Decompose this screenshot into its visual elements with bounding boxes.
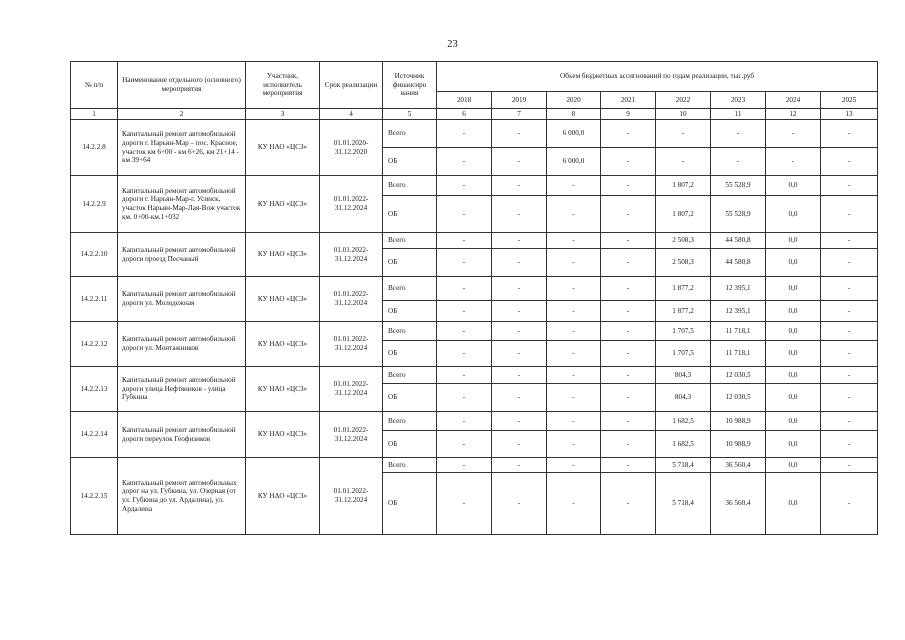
row-number: 14.2.2.15 (71, 458, 118, 535)
year-value: - (821, 196, 878, 233)
funding-source: ОБ (383, 431, 437, 458)
year-value: - (821, 148, 878, 176)
year-value: 804,3 (656, 384, 711, 412)
year-value: 36 560,4 (711, 458, 766, 473)
year-value: 2 508,3 (656, 233, 711, 249)
event-name: Капитальный ремонт автомобильной дороги г. Нарьян-Мар-г. Усинск, участок Нарьян-Мар-Лая-Вож участок км. 0+00-км.1+032 (118, 176, 246, 233)
year-value: - (711, 120, 766, 148)
year-value: - (547, 431, 601, 458)
year-value: - (492, 176, 547, 196)
year-value: - (437, 249, 492, 277)
year-value: 5 718,4 (656, 458, 711, 473)
year-value: - (601, 431, 656, 458)
funding-source: Всего (383, 233, 437, 249)
header-year: 2021 (601, 92, 656, 109)
row-number: 14.2.2.9 (71, 176, 118, 233)
year-value: - (601, 148, 656, 176)
header-year: 2019 (492, 92, 547, 109)
year-value: - (492, 120, 547, 148)
participant: КУ НАО «ЦСЗ» (246, 120, 320, 176)
year-value: - (547, 301, 601, 322)
year-value: - (547, 412, 601, 431)
year-value: - (492, 277, 547, 301)
year-value: - (437, 473, 492, 535)
year-value: - (492, 412, 547, 431)
year-value: - (601, 458, 656, 473)
funding-source: ОБ (383, 384, 437, 412)
year-value: 0,0 (766, 277, 821, 301)
term: 01.01.2022-31.12.2024 (320, 367, 383, 412)
year-value: 1 807,2 (656, 196, 711, 233)
year-value: - (437, 431, 492, 458)
year-value: 6 000,0 (547, 148, 601, 176)
header-budget: Объем бюджетных ассигнований по годам реализации, тыс.руб (437, 62, 878, 92)
header-year: 2025 (821, 92, 878, 109)
year-value: - (711, 148, 766, 176)
year-value: - (601, 473, 656, 535)
year-value: - (601, 196, 656, 233)
year-value: - (656, 120, 711, 148)
column-number: 2 (118, 109, 246, 120)
year-value: - (821, 176, 878, 196)
year-value: 6 000,0 (547, 120, 601, 148)
year-value: - (821, 473, 878, 535)
year-value: 1 877,2 (656, 277, 711, 301)
year-value: - (547, 367, 601, 384)
year-value: - (821, 249, 878, 277)
year-value: - (821, 367, 878, 384)
event-name: Капитальный ремонт автомобильной дороги проезд Песчаный (118, 233, 246, 277)
year-value: - (437, 196, 492, 233)
participant: КУ НАО «ЦСЗ» (246, 322, 320, 367)
header-year: 2018 (437, 92, 492, 109)
participant: КУ НАО «ЦСЗ» (246, 458, 320, 535)
funding-source: Всего (383, 458, 437, 473)
row-number: 14.2.2.14 (71, 412, 118, 458)
column-number: 4 (320, 109, 383, 120)
year-value: - (547, 473, 601, 535)
year-value: 44 580,8 (711, 249, 766, 277)
year-value: - (766, 120, 821, 148)
year-value: - (547, 322, 601, 341)
year-value: - (547, 233, 601, 249)
year-value: - (437, 120, 492, 148)
year-value: 0,0 (766, 176, 821, 196)
funding-source: ОБ (383, 301, 437, 322)
year-value: - (821, 458, 878, 473)
year-value: 1 707,5 (656, 341, 711, 367)
year-value: - (492, 431, 547, 458)
header-participant: Участник, исполнитель мероприятия (246, 62, 320, 109)
event-name: Капитальный ремонт автомобильной дороги улица Нефтяников - улица Губкина (118, 367, 246, 412)
event-name: Капитальный ремонт автомобильных дорог на ул. Губкина, ул. Озерная (от ул. Губкина до ул. Ардалина), ул. Ардалина (118, 458, 246, 535)
column-number: 7 (492, 109, 547, 120)
year-value: - (547, 176, 601, 196)
term: 01.01.2020-31.12.2020 (320, 120, 383, 176)
row-number: 14.2.2.12 (71, 322, 118, 367)
year-value: - (437, 458, 492, 473)
year-value: - (437, 322, 492, 341)
year-value: - (821, 384, 878, 412)
table-row (71, 120, 878, 148)
year-value: - (547, 196, 601, 233)
year-value: 11 718,1 (711, 341, 766, 367)
year-value: 0,0 (766, 196, 821, 233)
header-year: 2024 (766, 92, 821, 109)
year-value: - (821, 301, 878, 322)
year-value: 1 707,5 (656, 322, 711, 341)
participant: КУ НАО «ЦСЗ» (246, 277, 320, 322)
year-value: 0,0 (766, 431, 821, 458)
year-value: 2 508,3 (656, 249, 711, 277)
header-num: № п/п (71, 62, 118, 109)
year-value: - (547, 341, 601, 367)
year-value: - (437, 233, 492, 249)
header-source: Источник финансиро вания (383, 62, 437, 109)
year-value: - (492, 384, 547, 412)
year-value: 12 030,5 (711, 367, 766, 384)
column-number: 9 (601, 109, 656, 120)
column-number: 12 (766, 109, 821, 120)
year-value: - (437, 301, 492, 322)
row-number: 14.2.2.11 (71, 277, 118, 322)
header-year: 2023 (711, 92, 766, 109)
year-value: 12 030,5 (711, 384, 766, 412)
column-number: 8 (547, 109, 601, 120)
header-year: 2020 (547, 92, 601, 109)
budget-table (70, 61, 878, 535)
funding-source: ОБ (383, 473, 437, 535)
year-value: - (821, 277, 878, 301)
row-number: 14.2.2.13 (71, 367, 118, 412)
funding-source: Всего (383, 322, 437, 341)
column-number: 5 (383, 109, 437, 120)
funding-source: Всего (383, 277, 437, 301)
year-value: - (821, 233, 878, 249)
term: 01.01.2022-31.12.2024 (320, 233, 383, 277)
year-value: 0,0 (766, 367, 821, 384)
year-value: 0,0 (766, 412, 821, 431)
year-value: - (492, 249, 547, 277)
year-value: 0,0 (766, 233, 821, 249)
year-value: 0,0 (766, 473, 821, 535)
year-value: 36 560,4 (711, 473, 766, 535)
year-value: - (766, 148, 821, 176)
year-value: 44 580,8 (711, 233, 766, 249)
year-value: 12 395,1 (711, 277, 766, 301)
funding-source: ОБ (383, 148, 437, 176)
table-row (71, 367, 878, 384)
year-value: 11 718,1 (711, 322, 766, 341)
event-name: Капитальный ремонт автомобильной дороги ул. Молодежная (118, 277, 246, 322)
term: 01.01.2022-31.12.2024 (320, 176, 383, 233)
table-body (71, 120, 878, 535)
funding-source: ОБ (383, 196, 437, 233)
year-value: - (601, 367, 656, 384)
term: 01.01.2022-31.12.2024 (320, 322, 383, 367)
year-value: - (437, 384, 492, 412)
funding-source: Всего (383, 176, 437, 196)
column-number: 1 (71, 109, 118, 120)
table-row (71, 412, 878, 431)
participant: КУ НАО «ЦСЗ» (246, 412, 320, 458)
year-value: 55 528,9 (711, 176, 766, 196)
year-value: - (821, 341, 878, 367)
page-number: 23 (447, 39, 458, 50)
year-value: 0,0 (766, 341, 821, 367)
year-value: - (492, 322, 547, 341)
year-value: 12 395,1 (711, 301, 766, 322)
column-number: 6 (437, 109, 492, 120)
event-name: Капитальный ремонт автомобильной дороги г. Нарьян-Мар – пос. Красное, участок км 6+00 - км 6+26, км 21+14 - км 39+64 (118, 120, 246, 176)
event-name: Капитальный ремонт автомобильной дороги ул. Монтажников (118, 322, 246, 367)
year-value: - (547, 277, 601, 301)
row-number: 14.2.2.10 (71, 233, 118, 277)
year-value: 10 988,9 (711, 431, 766, 458)
table-row (71, 277, 878, 301)
year-value: - (601, 176, 656, 196)
column-number: 3 (246, 109, 320, 120)
year-value: 1 807,2 (656, 176, 711, 196)
year-value: - (492, 367, 547, 384)
year-value: - (547, 249, 601, 277)
year-value: - (437, 148, 492, 176)
term: 01.01.2022-31.12.2024 (320, 277, 383, 322)
year-value: 10 988,9 (711, 412, 766, 431)
participant: КУ НАО «ЦСЗ» (246, 233, 320, 277)
year-value: 0,0 (766, 458, 821, 473)
column-number: 13 (821, 109, 878, 120)
year-value: - (547, 458, 601, 473)
year-value: - (656, 148, 711, 176)
funding-source: ОБ (383, 341, 437, 367)
header-year: 2022 (656, 92, 711, 109)
year-value: - (601, 120, 656, 148)
year-value: - (601, 249, 656, 277)
table-row (71, 233, 878, 249)
year-value: - (821, 322, 878, 341)
year-value: 55 528,9 (711, 196, 766, 233)
table-row (71, 322, 878, 341)
funding-source: Всего (383, 412, 437, 431)
year-value: - (437, 412, 492, 431)
year-value: - (821, 120, 878, 148)
participant: КУ НАО «ЦСЗ» (246, 176, 320, 233)
column-number: 10 (656, 109, 711, 120)
year-value: - (547, 384, 601, 412)
year-value: - (601, 322, 656, 341)
term: 01.01.2022-31.12.2024 (320, 412, 383, 458)
table-row (71, 176, 878, 196)
funding-source: ОБ (383, 249, 437, 277)
header-name: Наименование отдельного (основного) мероприятия (118, 62, 246, 109)
year-value: 5 718,4 (656, 473, 711, 535)
year-value: 1 682,5 (656, 412, 711, 431)
year-value: 0,0 (766, 384, 821, 412)
year-value: - (601, 277, 656, 301)
year-value: - (437, 277, 492, 301)
year-value: - (437, 176, 492, 196)
year-value: 0,0 (766, 249, 821, 277)
year-value: - (492, 473, 547, 535)
year-value: - (821, 412, 878, 431)
year-value: 0,0 (766, 301, 821, 322)
year-value: 804,3 (656, 367, 711, 384)
year-value: - (437, 367, 492, 384)
year-value: - (492, 301, 547, 322)
column-number: 11 (711, 109, 766, 120)
header-term: Срок реализации (320, 62, 383, 109)
year-value: - (601, 384, 656, 412)
term: 01.01.2022-31.12.2024 (320, 458, 383, 535)
year-value: - (492, 341, 547, 367)
participant: КУ НАО «ЦСЗ» (246, 367, 320, 412)
year-value: - (601, 341, 656, 367)
year-value: - (492, 458, 547, 473)
year-value: - (492, 233, 547, 249)
year-value: 0,0 (766, 322, 821, 341)
year-value: 1 877,2 (656, 301, 711, 322)
event-name: Капитальный ремонт автомобильной дороги переулок Геофизиков (118, 412, 246, 458)
year-value: - (601, 233, 656, 249)
year-value: - (601, 301, 656, 322)
year-value: - (821, 431, 878, 458)
year-value: - (492, 148, 547, 176)
table-row (71, 458, 878, 473)
row-number: 14.2.2.8 (71, 120, 118, 176)
year-value: - (601, 412, 656, 431)
funding-source: Всего (383, 120, 437, 148)
year-value: - (437, 341, 492, 367)
year-value: 1 682,5 (656, 431, 711, 458)
funding-source: Всего (383, 367, 437, 384)
year-value: - (492, 196, 547, 233)
